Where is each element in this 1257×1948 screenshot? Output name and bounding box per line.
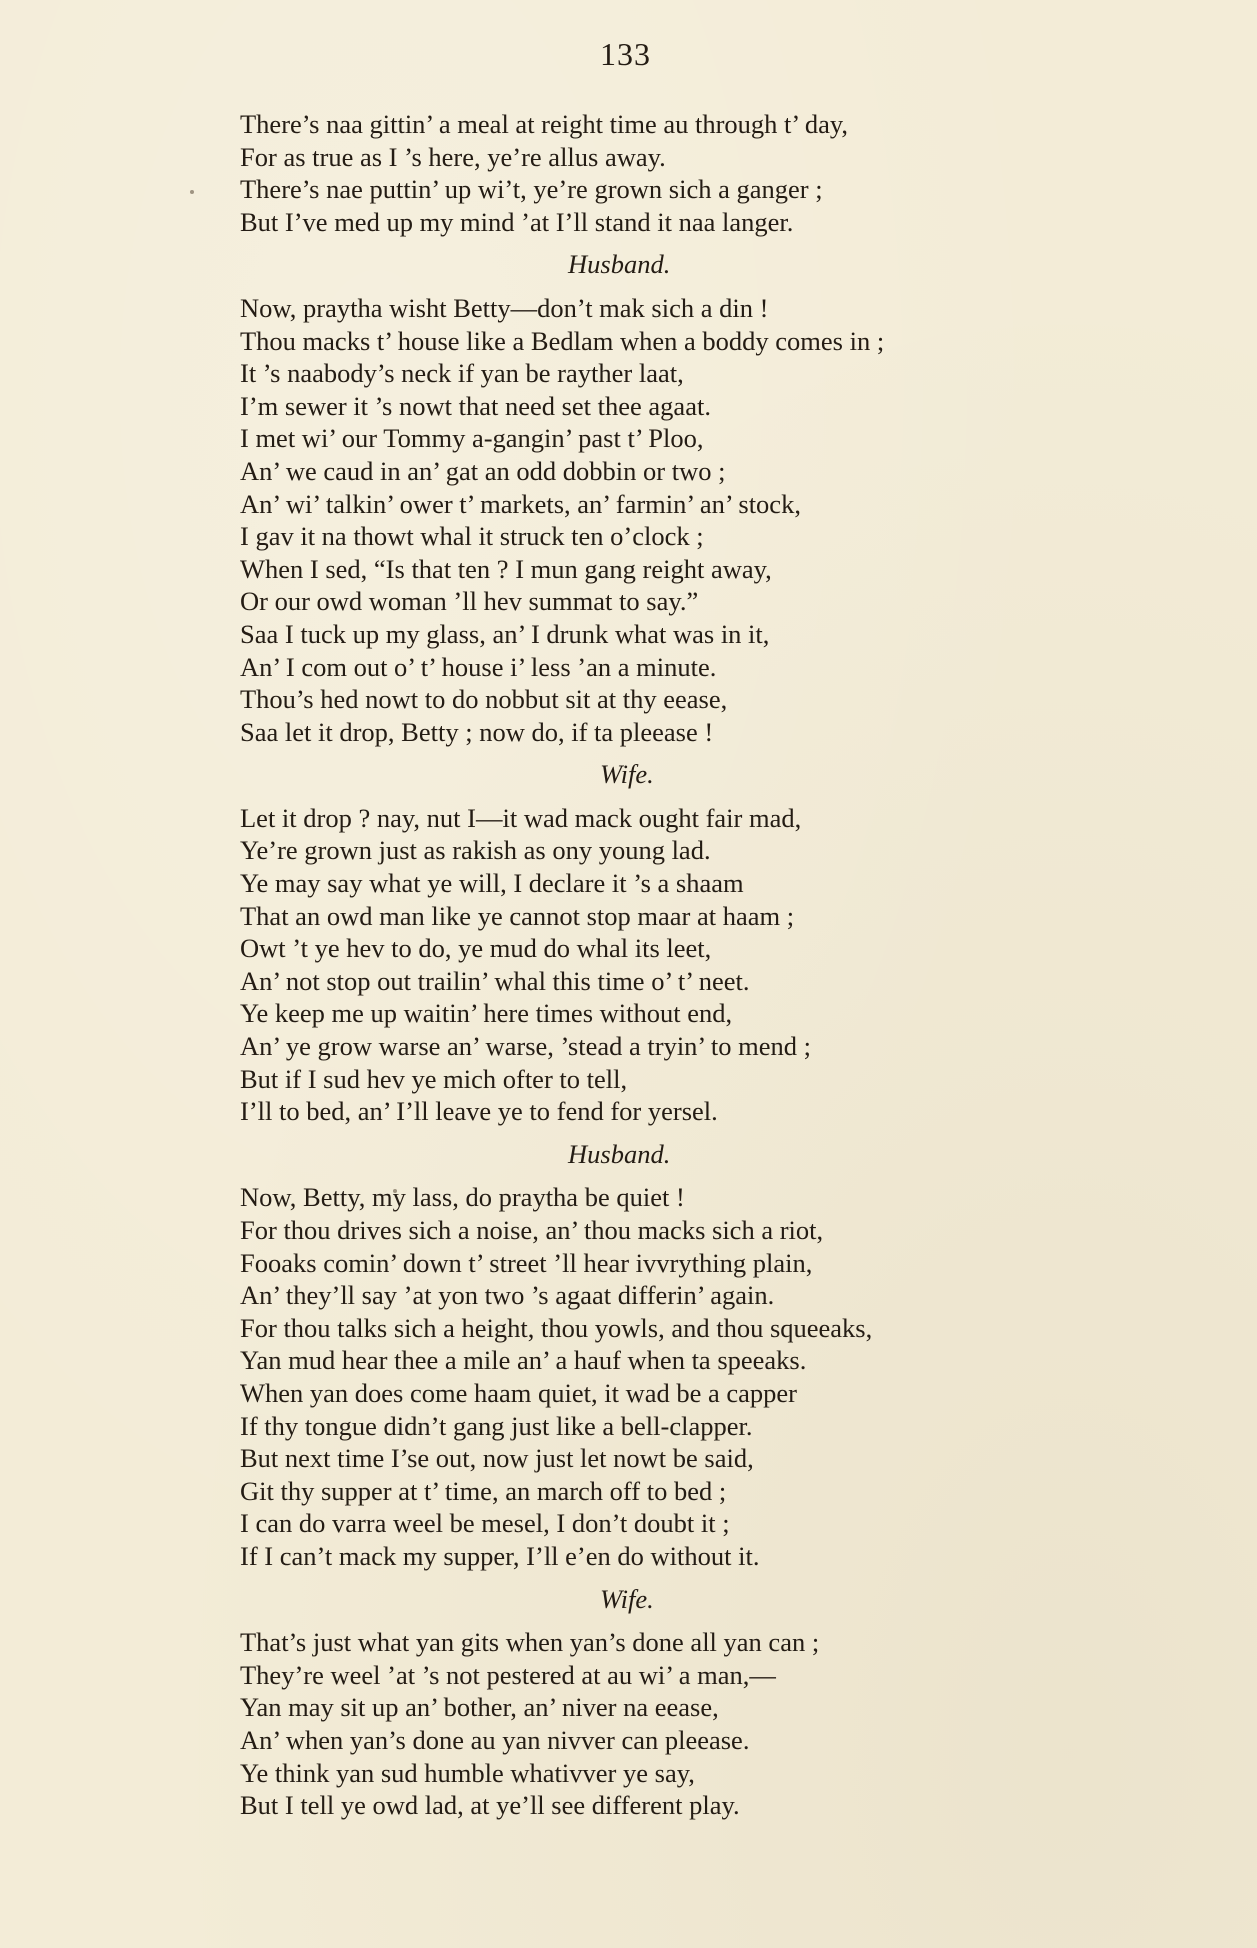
verse-line: Now, praytha wisht Betty—don’t mak sich a din !: [240, 292, 769, 323]
stray-ink-mark: [190, 190, 194, 194]
verse-line: Now, Betty, my lass, do praytha be quiet !: [240, 1182, 685, 1213]
verse-line: Ye keep me up waitin’ here times without end,: [240, 998, 733, 1029]
verse-line: Yan may sit up an’ bother, an’ niver na eease,: [240, 1692, 719, 1723]
page-number: 133: [600, 36, 651, 72]
verse-line: For thou drives sich a noise, an’ thou macks sich a riot,: [240, 1215, 824, 1245]
verse-line: I can do varra weel be mesel, I don’t doubt it ;: [240, 1508, 730, 1539]
verse-line: For thou talks sich a height, thou yowls, and thou squeeaks,: [240, 1312, 873, 1343]
verse-line: It ’s naabody’s neck if yan be rayther laat,: [240, 358, 684, 389]
speaker-heading: Husband.: [568, 1138, 671, 1169]
verse-line: An’ they’ll say ’at yon two ’s agaat differin’ again.: [240, 1280, 775, 1311]
verse-line: Let it drop ? nay, nut I—it wad mack ought fair mad,: [240, 802, 802, 833]
stanza: [240, 1138, 1170, 1573]
verse-line: Thou macks t’ house like a Bedlam when a boddy comes in ;: [240, 325, 885, 356]
stanza: [240, 248, 1170, 748]
verse-line: Ye think yan sud humble whativver ye say,: [240, 1757, 695, 1788]
verse-line: Fooaks comin’ down t’ street ’ll hear ivvrything plain,: [240, 1247, 813, 1278]
verse-line: Saa let it drop, Betty ; now do, if ta pleease !: [240, 716, 714, 747]
verse-line: Or our owd woman ’ll hev summat to say.”: [240, 586, 699, 617]
verse-line: But if I sud hev ye mich ofter to tell,: [240, 1063, 628, 1094]
verse-line: If I can’t mack my supper, I’ll e’en do without it.: [240, 1540, 760, 1571]
verse-line: An’ not stop out trailin’ whal this time o’ t’ neet.: [240, 965, 750, 996]
verse-line: For as true as I ’s here, ye’re allus away.: [240, 141, 666, 172]
verse-line: When I sed, “Is that ten ? I mun gang reight away,: [240, 553, 772, 584]
verse-line: I’ll to bed, an’ I’ll leave ye to fend for yersel.: [240, 1096, 718, 1127]
verse-line: That’s just what yan gits when yan’s done all yan can ;: [240, 1627, 820, 1658]
verse-line: Yan mud hear thee a mile an’ a hauf when ta speeaks.: [240, 1345, 807, 1376]
verse-line: I gav it na thowt whal it struck ten o’clock ;: [240, 521, 704, 552]
verse-line: But I’ve med up my mind ’at I’ll stand it naa langer.: [240, 206, 794, 237]
verse-line: They’re weel ’at ’s not pestered at au wi’ a man,—: [240, 1659, 776, 1690]
verse-line: Ye’re grown just as rakish as ony young lad.: [240, 835, 711, 866]
verse-line: Git thy supper at t’ time, an march off to bed ;: [240, 1475, 727, 1506]
verse-line: Owt ’t ye hev to do, ye mud do whal its leet,: [240, 933, 712, 964]
verse-line: An’ we caud in an’ gat an odd dobbin or two ;: [240, 455, 726, 486]
stanza: [240, 108, 1170, 238]
verse-line: Saa I tuck up my glass, an’ I drunk what was in it,: [240, 618, 770, 649]
verse-line: I met wi’ our Tommy a-gangin’ past t’ Ploo,: [240, 423, 704, 454]
stanza: [240, 1583, 1170, 1822]
verse-line: But next time I’se out, now just let nowt be said,: [240, 1443, 754, 1474]
verse-line: There’s naa gittin’ a meal at reight time au through t’ day,: [240, 109, 849, 139]
poem-text: [240, 108, 1170, 1822]
speaker-heading: Wife.: [600, 1583, 654, 1614]
verse-line: When yan does come haam quiet, it wad be a capper: [240, 1377, 798, 1408]
verse-line: An’ I com out o’ t’ house i’ less ’an a minute.: [240, 651, 717, 682]
speaker-heading: Wife.: [600, 759, 654, 790]
verse-line: I’m sewer it ’s nowt that need set thee agaat.: [240, 390, 711, 421]
verse-line: Ye may say what ye will, I declare it ’s a shaam: [240, 868, 744, 899]
verse-line: An’ ye grow warse an’ warse, ’stead a tryin’ to mend ;: [240, 1031, 812, 1062]
verse-line: There’s nae puttin’ up wi’t, ye’re grown sich a ganger ;: [240, 174, 823, 205]
verse-line: Thou’s hed nowt to do nobbut sit at thy eease,: [240, 684, 728, 715]
verse-line: An’ when yan’s done au yan nivver can pleease.: [240, 1724, 750, 1755]
verse-line: If thy tongue didn’t gang just like a bell-clapper.: [240, 1410, 753, 1441]
verse-line: An’ wi’ talkin’ ower t’ markets, an’ farmin’ an’ stock,: [240, 488, 801, 519]
speaker-heading: Husband.: [568, 249, 671, 280]
stanza: [240, 758, 1170, 1128]
verse-line: But I tell ye owd lad, at ye’ll see different play.: [240, 1790, 740, 1821]
verse-line: That an owd man like ye cannot stop maar at haam ;: [240, 900, 795, 931]
